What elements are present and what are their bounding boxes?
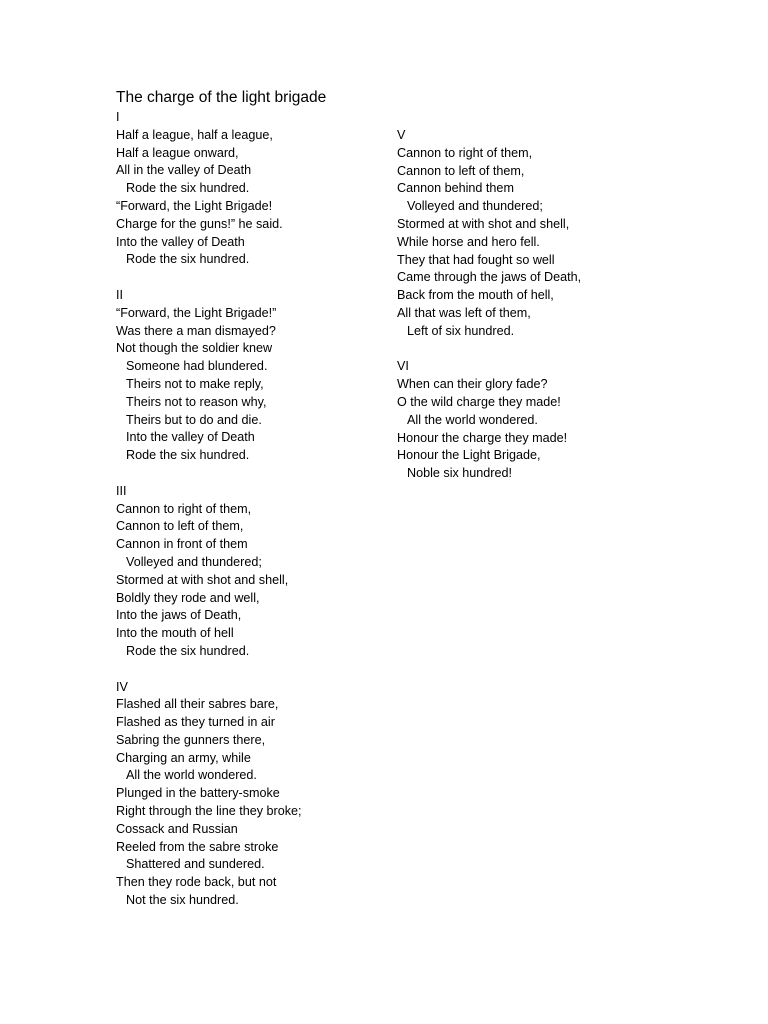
stanza-number: III bbox=[116, 483, 127, 498]
poem-line: All the world wondered. bbox=[126, 768, 257, 783]
poem-line: O the wild charge they made! bbox=[397, 394, 561, 409]
poem-line: Cannon to left of them, bbox=[116, 519, 244, 534]
poem-line: Charging an army, while bbox=[116, 750, 251, 765]
poem-line: All that was left of them, bbox=[397, 305, 531, 320]
poem-line: Honour the Light Brigade, bbox=[397, 448, 541, 463]
stanza-number: VI bbox=[397, 359, 409, 374]
poem-line: They that had fought so well bbox=[397, 252, 555, 267]
stanza bbox=[116, 287, 416, 465]
poem-line: Cannon to right of them, bbox=[116, 501, 252, 516]
poem-line: Half a league onward, bbox=[116, 145, 239, 160]
poem-title: The charge of the light brigade bbox=[116, 89, 327, 106]
poem-line: Left of six hundred. bbox=[407, 323, 515, 338]
poem-line: When can their glory fade? bbox=[397, 377, 548, 392]
poem-line: Cannon to right of them, bbox=[397, 145, 533, 160]
poem-line: Into the jaws of Death, bbox=[116, 608, 242, 623]
poem-line: Sabring the gunners there, bbox=[116, 732, 266, 747]
poem-line: Reeled from the sabre stroke bbox=[116, 839, 279, 854]
poem-line: Flashed as they turned in air bbox=[116, 715, 275, 730]
poem-line: Noble six hundred! bbox=[407, 466, 513, 481]
poem-line: Cannon to left of them, bbox=[397, 163, 525, 178]
poem-line: Into the valley of Death bbox=[126, 430, 255, 445]
poem-line: Charge for the guns!” he said. bbox=[116, 216, 283, 231]
poem-line: Was there a man dismayed? bbox=[116, 323, 276, 338]
poem-line: Shattered and sundered. bbox=[126, 857, 265, 872]
poem-line: Cannon behind them bbox=[397, 181, 514, 196]
poem-line: Plunged in the battery-smoke bbox=[116, 786, 280, 801]
poem-line: Theirs not to reason why, bbox=[126, 394, 267, 409]
poem-line: Right through the line they broke; bbox=[116, 804, 302, 819]
poem-line: “Forward, the Light Brigade!” bbox=[116, 305, 277, 320]
poem-line: Theirs but to do and die. bbox=[126, 412, 262, 427]
poem-line: Cannon in front of them bbox=[116, 537, 248, 552]
poem-line: Half a league, half a league, bbox=[116, 127, 273, 142]
poem-line: Stormed at with shot and shell, bbox=[397, 216, 570, 231]
poem-line: Rode the six hundred. bbox=[126, 643, 250, 658]
stanza-number: IV bbox=[116, 679, 128, 694]
poem-line: Someone had blundered. bbox=[126, 359, 268, 374]
stanza-number: II bbox=[116, 287, 123, 302]
poem-line: All in the valley of Death bbox=[116, 163, 252, 178]
stanza bbox=[116, 679, 416, 910]
poem-line: Honour the charge they made! bbox=[397, 430, 568, 445]
stanza-number: V bbox=[397, 128, 406, 142]
poem-line: Rode the six hundred. bbox=[126, 181, 250, 196]
poem-line: Theirs not to make reply, bbox=[126, 376, 264, 391]
stanza bbox=[116, 483, 416, 661]
poem-line: “Forward, the Light Brigade! bbox=[116, 198, 273, 213]
poem-line: Then they rode back, but not bbox=[116, 875, 277, 890]
stanza bbox=[116, 109, 416, 269]
stanza bbox=[397, 358, 697, 483]
poem-line: Not though the soldier knew bbox=[116, 341, 273, 356]
poem-line: Cossack and Russian bbox=[116, 821, 238, 836]
poem-line: Into the mouth of hell bbox=[116, 626, 234, 641]
poem-line: Volleyed and thundered; bbox=[407, 199, 543, 214]
left-column bbox=[116, 109, 416, 928]
poem-line: Volleyed and thundered; bbox=[126, 554, 262, 569]
stanza bbox=[397, 127, 697, 341]
poem-line: Not the six hundred. bbox=[126, 893, 239, 908]
poem-line: Back from the mouth of hell, bbox=[397, 288, 554, 303]
poem-line: Stormed at with shot and shell, bbox=[116, 572, 289, 587]
poem-line: Came through the jaws of Death, bbox=[397, 270, 582, 285]
poem-line: Into the valley of Death bbox=[116, 234, 245, 249]
poem-line: All the world wondered. bbox=[407, 412, 538, 427]
poem-line: Rode the six hundred. bbox=[126, 252, 250, 267]
stanza-number: I bbox=[116, 110, 120, 124]
right-column bbox=[397, 127, 697, 501]
poem-line: While horse and hero fell. bbox=[397, 234, 540, 249]
poem-line: Flashed all their sabres bare, bbox=[116, 697, 279, 712]
poem-line: Rode the six hundred. bbox=[126, 448, 250, 463]
poem-line: Boldly they rode and well, bbox=[116, 590, 260, 605]
